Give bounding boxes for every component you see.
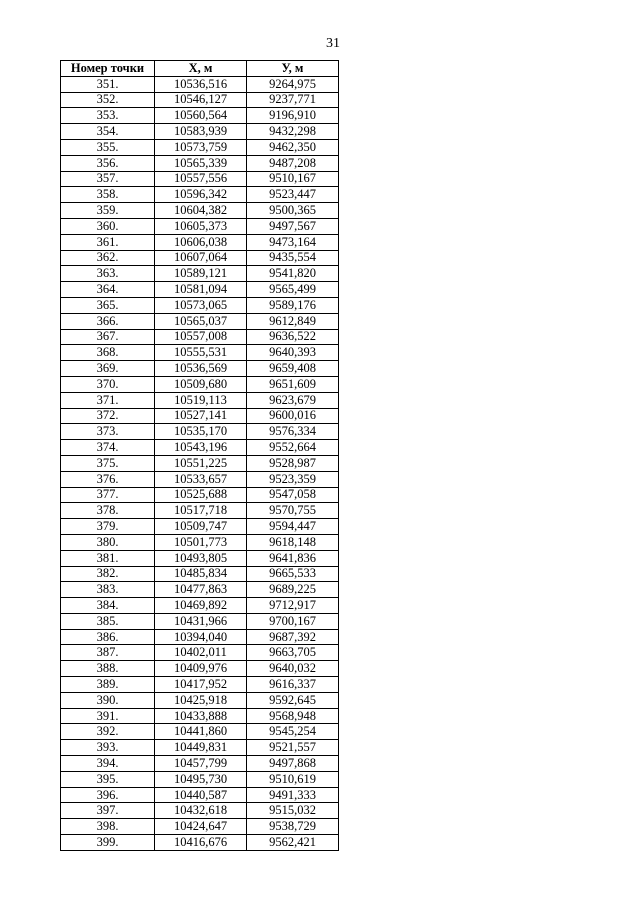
cell-point-number: 369.: [61, 361, 155, 377]
table-row: [61, 519, 339, 535]
cell-point-number: 384.: [61, 598, 155, 614]
table-row: [61, 787, 339, 803]
cell-x: 10604,382: [155, 203, 247, 219]
header-y: У, м: [247, 61, 339, 77]
cell-y: 9497,868: [247, 756, 339, 772]
table-row: [61, 313, 339, 329]
cell-x: 10433,888: [155, 708, 247, 724]
cell-point-number: 356.: [61, 155, 155, 171]
cell-y: 9640,032: [247, 661, 339, 677]
cell-point-number: 390.: [61, 692, 155, 708]
cell-y: 9523,359: [247, 471, 339, 487]
cell-x: 10551,225: [155, 455, 247, 471]
cell-point-number: 355.: [61, 139, 155, 155]
cell-point-number: 365.: [61, 297, 155, 313]
cell-y: 9541,820: [247, 266, 339, 282]
cell-y: 9687,392: [247, 629, 339, 645]
cell-y: 9636,522: [247, 329, 339, 345]
cell-x: 10424,647: [155, 819, 247, 835]
cell-point-number: 354.: [61, 124, 155, 140]
cell-point-number: 359.: [61, 203, 155, 219]
cell-x: 10565,037: [155, 313, 247, 329]
table-row: [61, 218, 339, 234]
cell-x: 10449,831: [155, 740, 247, 756]
cell-point-number: 380.: [61, 534, 155, 550]
table-row: [61, 471, 339, 487]
cell-y: 9196,910: [247, 108, 339, 124]
cell-point-number: 383.: [61, 582, 155, 598]
cell-point-number: 399.: [61, 835, 155, 851]
cell-x: 10557,556: [155, 171, 247, 187]
cell-x: 10533,657: [155, 471, 247, 487]
cell-y: 9565,499: [247, 282, 339, 298]
table-row: [61, 661, 339, 677]
cell-point-number: 370.: [61, 376, 155, 392]
cell-y: 9712,917: [247, 598, 339, 614]
cell-y: 9510,167: [247, 171, 339, 187]
cell-x: 10589,121: [155, 266, 247, 282]
cell-y: 9497,567: [247, 218, 339, 234]
cell-x: 10485,834: [155, 566, 247, 582]
cell-x: 10431,966: [155, 613, 247, 629]
cell-y: 9515,032: [247, 803, 339, 819]
table-row: [61, 645, 339, 661]
cell-point-number: 377.: [61, 487, 155, 503]
table-row: [61, 440, 339, 456]
cell-y: 9663,705: [247, 645, 339, 661]
table-row: [61, 803, 339, 819]
cell-y: 9523,447: [247, 187, 339, 203]
cell-y: 9612,849: [247, 313, 339, 329]
table-row: [61, 392, 339, 408]
cell-point-number: 360.: [61, 218, 155, 234]
cell-x: 10519,113: [155, 392, 247, 408]
cell-x: 10560,564: [155, 108, 247, 124]
cell-y: 9552,664: [247, 440, 339, 456]
table-header: [61, 61, 339, 77]
table-row: [61, 139, 339, 155]
cell-x: 10527,141: [155, 408, 247, 424]
cell-y: 9618,148: [247, 534, 339, 550]
cell-x: 10469,892: [155, 598, 247, 614]
header-row: [61, 61, 339, 77]
cell-x: 10573,759: [155, 139, 247, 155]
cell-x: 10525,688: [155, 487, 247, 503]
cell-x: 10417,952: [155, 677, 247, 693]
table-row: [61, 455, 339, 471]
table-row: [61, 329, 339, 345]
cell-x: 10555,531: [155, 345, 247, 361]
cell-y: 9659,408: [247, 361, 339, 377]
cell-y: 9538,729: [247, 819, 339, 835]
cell-y: 9528,987: [247, 455, 339, 471]
cell-point-number: 393.: [61, 740, 155, 756]
table-row: [61, 250, 339, 266]
cell-x: 10535,170: [155, 424, 247, 440]
cell-point-number: 373.: [61, 424, 155, 440]
table-row: [61, 740, 339, 756]
table-row: [61, 155, 339, 171]
cell-point-number: 352.: [61, 92, 155, 108]
cell-point-number: 387.: [61, 645, 155, 661]
cell-x: 10536,516: [155, 76, 247, 92]
page-number: 31: [326, 36, 340, 51]
table-row: [61, 487, 339, 503]
table-row: [61, 819, 339, 835]
cell-x: 10394,040: [155, 629, 247, 645]
header-point-number: Номер точки: [61, 61, 155, 77]
cell-point-number: 386.: [61, 629, 155, 645]
cell-y: 9700,167: [247, 613, 339, 629]
table-row: [61, 613, 339, 629]
coordinates-table: [60, 60, 339, 851]
cell-x: 10402,011: [155, 645, 247, 661]
cell-x: 10565,339: [155, 155, 247, 171]
cell-x: 10536,569: [155, 361, 247, 377]
table-row: [61, 92, 339, 108]
cell-point-number: 398.: [61, 819, 155, 835]
cell-point-number: 368.: [61, 345, 155, 361]
cell-x: 10509,747: [155, 519, 247, 535]
table-row: [61, 282, 339, 298]
cell-x: 10581,094: [155, 282, 247, 298]
cell-point-number: 395.: [61, 771, 155, 787]
cell-point-number: 375.: [61, 455, 155, 471]
cell-y: 9600,016: [247, 408, 339, 424]
cell-y: 9545,254: [247, 724, 339, 740]
cell-point-number: 364.: [61, 282, 155, 298]
table-row: [61, 203, 339, 219]
cell-y: 9665,533: [247, 566, 339, 582]
cell-y: 9237,771: [247, 92, 339, 108]
cell-point-number: 382.: [61, 566, 155, 582]
table-row: [61, 266, 339, 282]
cell-y: 9521,557: [247, 740, 339, 756]
cell-point-number: 361.: [61, 234, 155, 250]
cell-y: 9640,393: [247, 345, 339, 361]
table-row: [61, 108, 339, 124]
table-row: [61, 708, 339, 724]
cell-x: 10605,373: [155, 218, 247, 234]
table-row: [61, 566, 339, 582]
table-row: [61, 408, 339, 424]
cell-x: 10441,860: [155, 724, 247, 740]
cell-x: 10493,805: [155, 550, 247, 566]
table-row: [61, 345, 339, 361]
table-row: [61, 724, 339, 740]
cell-y: 9623,679: [247, 392, 339, 408]
cell-x: 10495,730: [155, 771, 247, 787]
header-x: X, м: [155, 61, 247, 77]
table-row: [61, 234, 339, 250]
table-row: [61, 534, 339, 550]
cell-y: 9435,554: [247, 250, 339, 266]
cell-point-number: 372.: [61, 408, 155, 424]
cell-y: 9576,334: [247, 424, 339, 440]
cell-point-number: 391.: [61, 708, 155, 724]
table-row: [61, 124, 339, 140]
cell-y: 9570,755: [247, 503, 339, 519]
cell-x: 10501,773: [155, 534, 247, 550]
cell-point-number: 385.: [61, 613, 155, 629]
cell-y: 9641,836: [247, 550, 339, 566]
cell-point-number: 379.: [61, 519, 155, 535]
table-row: [61, 187, 339, 203]
cell-y: 9589,176: [247, 297, 339, 313]
cell-y: 9432,298: [247, 124, 339, 140]
cell-point-number: 367.: [61, 329, 155, 345]
cell-point-number: 392.: [61, 724, 155, 740]
table-row: [61, 550, 339, 566]
cell-y: 9568,948: [247, 708, 339, 724]
cell-y: 9473,164: [247, 234, 339, 250]
cell-y: 9500,365: [247, 203, 339, 219]
cell-y: 9264,975: [247, 76, 339, 92]
cell-x: 10557,008: [155, 329, 247, 345]
cell-point-number: 351.: [61, 76, 155, 92]
cell-point-number: 353.: [61, 108, 155, 124]
cell-x: 10440,587: [155, 787, 247, 803]
cell-y: 9616,337: [247, 677, 339, 693]
table-row: [61, 361, 339, 377]
cell-x: 10543,196: [155, 440, 247, 456]
table-row: [61, 297, 339, 313]
cell-y: 9510,619: [247, 771, 339, 787]
cell-x: 10416,676: [155, 835, 247, 851]
cell-x: 10457,799: [155, 756, 247, 772]
table-row: [61, 771, 339, 787]
cell-point-number: 363.: [61, 266, 155, 282]
cell-x: 10432,618: [155, 803, 247, 819]
cell-point-number: 357.: [61, 171, 155, 187]
cell-point-number: 366.: [61, 313, 155, 329]
cell-x: 10509,680: [155, 376, 247, 392]
cell-point-number: 397.: [61, 803, 155, 819]
table-row: [61, 756, 339, 772]
cell-x: 10425,918: [155, 692, 247, 708]
cell-y: 9547,058: [247, 487, 339, 503]
table-row: [61, 629, 339, 645]
table-row: [61, 424, 339, 440]
cell-x: 10583,939: [155, 124, 247, 140]
cell-y: 9689,225: [247, 582, 339, 598]
cell-y: 9592,645: [247, 692, 339, 708]
cell-x: 10596,342: [155, 187, 247, 203]
cell-x: 10573,065: [155, 297, 247, 313]
table-row: [61, 376, 339, 392]
cell-x: 10517,718: [155, 503, 247, 519]
cell-y: 9562,421: [247, 835, 339, 851]
table-row: [61, 76, 339, 92]
cell-y: 9491,333: [247, 787, 339, 803]
cell-point-number: 362.: [61, 250, 155, 266]
cell-x: 10607,064: [155, 250, 247, 266]
cell-x: 10477,863: [155, 582, 247, 598]
cell-y: 9651,609: [247, 376, 339, 392]
cell-point-number: 358.: [61, 187, 155, 203]
cell-x: 10606,038: [155, 234, 247, 250]
cell-y: 9462,350: [247, 139, 339, 155]
table-row: [61, 582, 339, 598]
cell-y: 9487,208: [247, 155, 339, 171]
cell-point-number: 381.: [61, 550, 155, 566]
table-row: [61, 677, 339, 693]
table-row: [61, 835, 339, 851]
cell-point-number: 388.: [61, 661, 155, 677]
cell-y: 9594,447: [247, 519, 339, 535]
table-row: [61, 503, 339, 519]
cell-point-number: 371.: [61, 392, 155, 408]
cell-point-number: 374.: [61, 440, 155, 456]
table-row: [61, 171, 339, 187]
table-body: [61, 76, 339, 850]
cell-point-number: 389.: [61, 677, 155, 693]
table-row: [61, 598, 339, 614]
table-row: [61, 692, 339, 708]
cell-point-number: 378.: [61, 503, 155, 519]
cell-point-number: 376.: [61, 471, 155, 487]
cell-point-number: 396.: [61, 787, 155, 803]
cell-point-number: 394.: [61, 756, 155, 772]
cell-x: 10546,127: [155, 92, 247, 108]
cell-x: 10409,976: [155, 661, 247, 677]
